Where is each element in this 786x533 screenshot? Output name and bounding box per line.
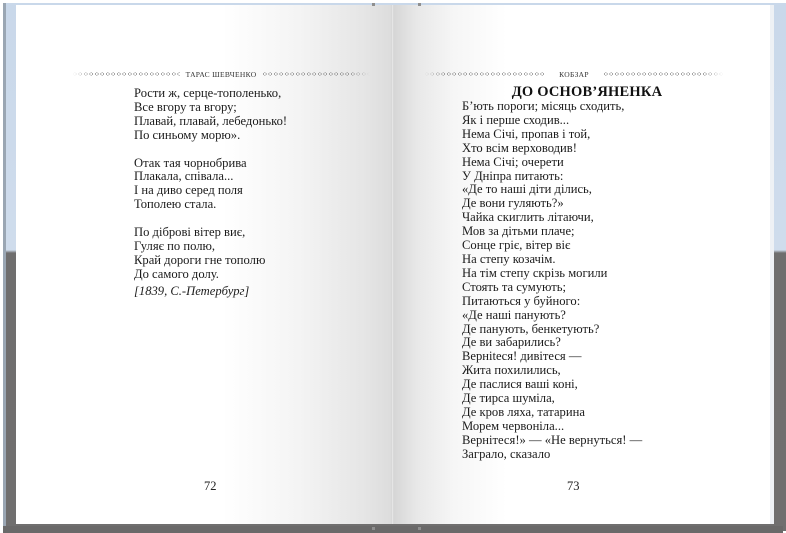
- poem-line: Край дороги гне тополю: [134, 252, 266, 267]
- poem-line: Чайка скиглить літаючи,: [462, 210, 594, 225]
- poem-line: Плавай, плавай, лебедонько!: [134, 113, 288, 128]
- poem-line: Стоять та сумують;: [462, 279, 567, 294]
- poem-line: Рости ж, серце-тополенько,: [134, 86, 282, 100]
- left-page: [16, 5, 392, 524]
- poem-line: Де вони гуляють?»: [462, 196, 564, 211]
- poem-line: Мов за дітьми плаче;: [462, 224, 575, 239]
- page-number-left: 72: [204, 479, 217, 493]
- page-edge: [770, 5, 774, 524]
- chain-ornament-icon: [72, 71, 180, 77]
- poem-line: Жита похилились,: [462, 363, 561, 378]
- poem-text-left: [134, 87, 287, 299]
- poem-line: Все вгору та вгору;: [134, 99, 237, 114]
- running-head-right: [424, 68, 724, 80]
- chain-ornament-icon: [603, 71, 724, 77]
- cover-bottom-edge: [3, 526, 783, 533]
- poem-line: Гуляє по полю,: [134, 238, 216, 253]
- running-head-author: ТАРАС ШЕВЧЕНКО: [185, 69, 257, 79]
- running-head-left: [72, 68, 370, 80]
- poem-line: На тім степу скрізь могили: [462, 265, 608, 280]
- poem-title: ДО ОСНОВ’ЯНЕНКА: [511, 84, 663, 100]
- poem-line: Нема Січі; очерети: [462, 154, 564, 169]
- poem-line: «Де наші панують?: [462, 307, 566, 322]
- chain-ornament-icon: [424, 71, 545, 77]
- poem-line: Питаються у буйного:: [462, 293, 581, 308]
- poem-line: Нема Січі, пропав і той,: [462, 126, 591, 141]
- right-page: [394, 5, 770, 524]
- poem-line: І на диво серед поля: [134, 183, 243, 198]
- poem-line: Б’ють пороги; місяць сходить,: [462, 99, 625, 113]
- cover-notch: [418, 3, 421, 6]
- poem-dateline: [1839, С.-Петербург]: [134, 283, 250, 298]
- poem-line: Де ви забарились?: [462, 335, 561, 350]
- poem-line: Де панують, бенкетують?: [462, 321, 600, 336]
- poem-line: Де кров ляха, татарина: [462, 404, 585, 419]
- poem-line: Вернітеся!» — «Не вернуться! —: [462, 432, 643, 447]
- poem-line: Отак тая чорнобрива: [134, 155, 247, 170]
- poem-line: Тополею стала.: [134, 197, 217, 212]
- stanza: [134, 157, 287, 213]
- poem-line: По синьому морю».: [134, 127, 241, 142]
- running-head-book-title: КОБЗАР: [559, 69, 589, 79]
- poem-line: Заграло, сказало: [462, 446, 551, 461]
- poem-line: Плакала, співала...: [134, 169, 234, 184]
- cover-notch: [418, 527, 421, 530]
- stanza: [134, 87, 287, 143]
- poem-line: Де тирса шуміла,: [462, 391, 555, 406]
- poem-line: Як і перше сходив...: [462, 112, 570, 127]
- stanza: [134, 226, 287, 299]
- chain-ornament-icon: [262, 71, 370, 77]
- cover-notch: [372, 527, 375, 530]
- poem-line: Верніteся! дивітеся —: [462, 349, 582, 364]
- poem-line: Морем червоніла...: [462, 418, 565, 433]
- cover-notch: [372, 3, 375, 6]
- poem-text-right: [462, 100, 642, 462]
- poem-line: По діброві вітер виє,: [134, 225, 246, 240]
- poem-line: Хто всім верховодив!: [462, 140, 577, 155]
- poem-line: Сонце гріє, вітер віє: [462, 238, 571, 253]
- poem-line: На степу козачім.: [462, 251, 556, 266]
- poem-line: У Дніпра питають:: [462, 168, 564, 183]
- page-number-right: 73: [567, 479, 580, 493]
- poem-line: Де паслися ваші коні,: [462, 377, 578, 392]
- poem-line: До самого долу.: [134, 266, 219, 281]
- poem-line: «Де то наші діти ділись,: [462, 182, 592, 197]
